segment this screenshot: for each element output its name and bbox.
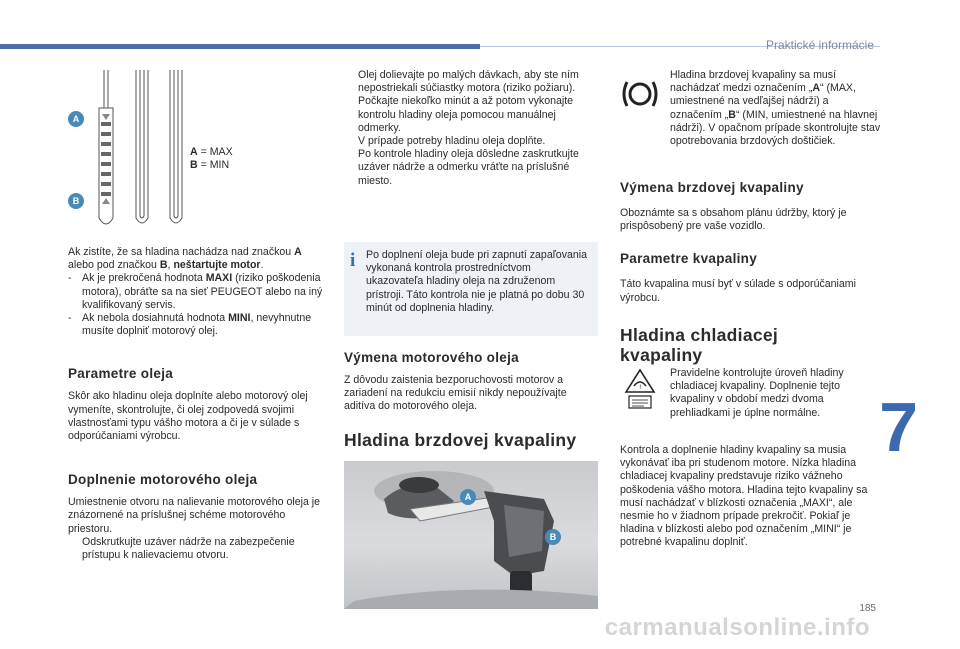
dipstick-legend xyxy=(190,146,233,172)
watermark: carmanualsonline.info xyxy=(604,614,870,641)
oil-change-text: Z dôvodu zaistenia bezporuchovosti motorov a zariadení na redukciu emisií nikdy nepoužívajte aditíva do motorového oleja. xyxy=(344,374,567,413)
column-middle-lower xyxy=(344,350,598,450)
legend-min: B = MIN xyxy=(190,159,230,171)
heading-brake-fluid-change: Výmena brzdovej kvapaliny xyxy=(620,180,804,195)
list-item: - Ak nebola dosiahnutá hodnota MINI, nevyhnutne musíte doplniť motorový olej. xyxy=(68,312,312,338)
coolant-warning-icon xyxy=(622,368,658,410)
chapter-number: 7 xyxy=(879,388,918,466)
column-middle xyxy=(344,69,598,188)
photo-marker-a: A xyxy=(460,489,476,505)
oil-parameters-text: Skôr ako hladinu oleja doplníte alebo motorový olej vymeníte, skontrolujte, či olej zodpovedá svojimi vlastnosťami typu vášho motora a či je v súlade s odporúčaniami výrobcu. xyxy=(68,390,308,443)
fluid-parameters-text: Táto kvapalina musí byť v súlade s odporúčaniami výrobcu. xyxy=(620,278,856,304)
dipstick-illustration xyxy=(66,68,190,236)
column-left xyxy=(68,246,324,562)
brake-fluid-change-text: Oboznámte sa s obsahom plánu údržby, ktorý je prispôsobený pre vaše vozidlo. xyxy=(620,207,847,233)
list-item: Po kontrole hladiny oleja dôsledne zaskrutkujte uzáver nádrže a odmerku vráťte na príslušné miesto. xyxy=(358,148,579,187)
brake-level-text-block xyxy=(670,69,882,148)
list-item: V prípade potreby hladinu oleja doplňte. xyxy=(358,135,546,148)
heading-coolant-level: Hladina chladiacej kvapaliny xyxy=(620,324,779,365)
heading-fluid-parameters: Parametre kvapaliny xyxy=(620,251,758,267)
dipstick-graphic xyxy=(66,68,190,236)
info-note xyxy=(344,242,598,336)
heading-oil-change: Výmena motorového oleja xyxy=(344,350,519,365)
list-item: Olej dolievajte po malých dávkach, aby ste ním nepostriekali súčiastky motora (riziko požiaru). xyxy=(358,69,579,95)
legend-max: A = MAX xyxy=(190,146,233,158)
list-item: Odskrutkujte uzáver nádrže na zabezpečenie prístupu k nalievaciemu otvoru. xyxy=(82,535,295,562)
heading-brake-fluid-level: Hladina brzdovej kvapaliny xyxy=(344,429,577,450)
photo-marker-b: B xyxy=(545,529,561,545)
coolant-icon-text: Pravidelne kontrolujte úroveň hladiny chladiacej kvapaliny. Doplnenie tejto kvapaliny v období medzi dvoma prehliadkami je úplne normálne. xyxy=(670,367,844,419)
header-bar xyxy=(0,44,480,49)
list-item: - Ak je prekročená hodnota MAXI (riziko poškodenia motora), obráťte sa na sieť PEUGEOT alebo na iný kvalifikovaný servis. xyxy=(68,272,323,311)
coolant-icon-text-block xyxy=(670,367,882,420)
brake-warning-icon xyxy=(620,76,660,112)
page-number: 185 xyxy=(859,603,876,614)
list-item: Počkajte niekoľko minút a až potom vykonajte kontrolu hladiny oleja pomocou manuálnej odmerky. xyxy=(358,95,574,134)
coolant-text-block xyxy=(620,444,882,550)
section-title: Praktické informácie xyxy=(765,38,874,52)
heading-oil-parameters: Parametre oleja xyxy=(68,366,174,382)
dipstick-marker-a: A xyxy=(68,111,84,127)
info-icon: i xyxy=(350,250,356,271)
oil-level-intro: Ak zistíte, že sa hladina nachádza nad značkou A alebo pod značkou B, neštartujte motor. xyxy=(68,246,302,272)
brake-level-text: Hladina brzdovej kvapaliny sa musí nachádzať medzi označením „A“ (MAX, umiestnené na vedľajšej nádrži) a označením „B“ (MIN, umiestnené na hlavnej nádrži). V opačnom prípade skontrolujte stav opotrebovania brzdových doštičiek. xyxy=(670,69,881,148)
dipstick-marker-b: B xyxy=(68,193,84,209)
oil-refill-text: Umiestnenie otvoru na nalievanie motorového oleja je znázornené na príslušnej schéme motorového priestoru. xyxy=(68,496,321,535)
coolant-text: Kontrola a doplnenie hladiny kvapaliny sa musia vykonávať iba pri studenom motore. Nízka hladina chladiacej kvapaliny predstavuje riziko vážneho poškodenia vášho motora. Hladina tejto kvapaliny sa musí nachádzať v blízkosti označenia „MAXI“, ale nesmie ho v žiadnom prípade prekročiť. Pokiaľ je hladina v blízkosti alebo pod označením „MINI“ je potrebné kvapalinu doplniť. xyxy=(620,444,868,549)
column-right xyxy=(620,180,882,365)
svg-text:!: ! xyxy=(639,384,642,391)
heading-oil-refill: Doplnenie motorového oleja xyxy=(68,472,258,488)
info-note-text: Po doplnení oleja bude pri zapnutí zapaľovania vykonaná kontrola prostredníctvom ukazovateľa hladiny oleja na združenom prístroji. Táto kontrola nie je platná po dobu 30 minút od doplnenia hladiny. xyxy=(366,249,588,314)
